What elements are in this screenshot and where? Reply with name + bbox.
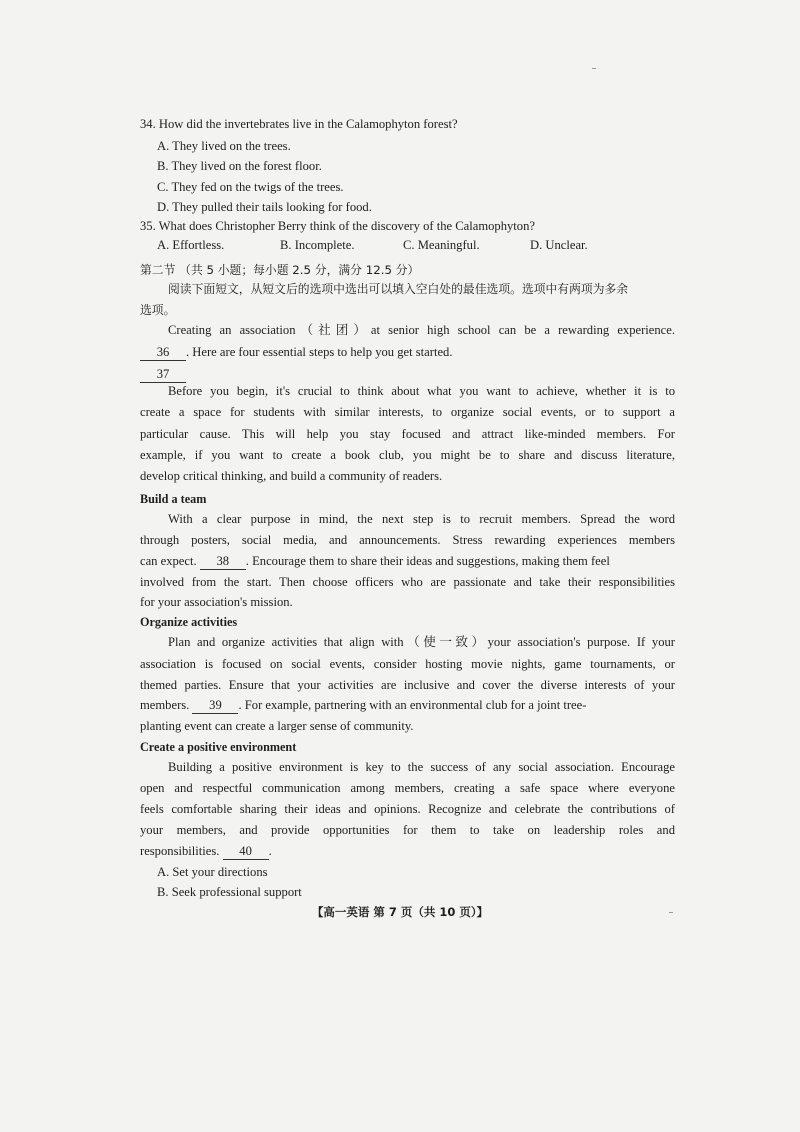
- p4-line-blank: [140, 843, 675, 860]
- section2-header: 第二节 （共 5 小题；每小题 2.5 分，满分 12.5 分）: [140, 263, 420, 277]
- p4-pre-40: responsibilities.: [140, 844, 220, 858]
- p1-line: Before you begin, it's crucial to think about what you want to achieve, whether it is to: [168, 384, 675, 398]
- q34-option-c: C. They fed on the twigs of the trees.: [157, 180, 344, 194]
- p3-line-blank: [140, 697, 675, 714]
- p2-line: involved from the start. Then choose officers who are passionate and take their responsibilities: [140, 575, 675, 589]
- scan-speck: [669, 912, 673, 913]
- blank-37[interactable]: 37: [140, 366, 186, 383]
- answer-option-a: A. Set your directions: [157, 865, 268, 879]
- p2-line: With a clear purpose in mind, the next step is to recruit members. Spread the word: [168, 512, 675, 526]
- blank-36[interactable]: 36: [140, 344, 186, 361]
- q35-option-d: D. Unclear.: [530, 238, 588, 252]
- heading-organize-activities: Organize activities: [140, 615, 238, 629]
- q35-option-a: A. Effortless.: [157, 238, 225, 252]
- p4-line: open and respectful communication among members, creating a safe space where everyone: [140, 781, 675, 795]
- p2-line-blank: [140, 553, 675, 570]
- blank-39[interactable]: 39: [192, 697, 238, 714]
- q35-stem: 35. What does Christopher Berry think of the discovery of the Calamophyton?: [140, 219, 535, 233]
- p3-line: association is focused on social events, consider hosting movie nights, game tournaments, or: [140, 657, 675, 671]
- p4-post-40: .: [268, 844, 272, 858]
- q34-option-b: B. They lived on the forest floor.: [157, 159, 322, 173]
- p3-pre-39: members.: [140, 698, 190, 712]
- p3-line: themed parties. Ensure that your activities are inclusive and cover the diverse interests of your: [140, 678, 675, 692]
- p1-line: example, if you want to create a book club, you might be to share and discuss literature,: [140, 448, 675, 462]
- page-footer: 【高一英语 第 7 页（共 10 页）】: [311, 905, 489, 919]
- intro-line-2: [140, 344, 675, 361]
- p3-post-39: . For example, partnering with an environmental club for a joint tree-: [238, 698, 587, 712]
- p4-line: feels comfortable sharing their ideas and opinions. Recognize and celebrate the contributions of: [140, 802, 675, 816]
- p1-line: particular cause. This will help you stay focused and attract like-minded members. For: [140, 427, 675, 441]
- p2-line: through posters, social media, and announcements. Stress rewarding experiences members: [140, 533, 675, 547]
- intro-line-2-text: . Here are four essential steps to help you get started.: [186, 345, 453, 359]
- heading-create-positive-environment: Create a positive environment: [140, 740, 297, 754]
- blank-40[interactable]: 40: [223, 843, 269, 860]
- p2-line: for your association's mission.: [140, 595, 293, 609]
- section2-instruction-2: 选项。: [140, 303, 176, 317]
- q34-option-d: D. They pulled their tails looking for food.: [157, 200, 372, 214]
- scan-speck: [592, 68, 596, 69]
- heading-build-a-team: Build a team: [140, 492, 207, 506]
- section2-instruction-1: 阅读下面短文，从短文后的选项中选出可以填入空白处的最佳选项。选项中有两项为多余: [168, 282, 629, 296]
- p4-line: your members, and provide opportunities for them to take on leadership roles and: [140, 823, 675, 837]
- p2-pre-38: can expect.: [140, 554, 197, 568]
- blank-38[interactable]: 38: [200, 553, 246, 570]
- answer-option-b: B. Seek professional support: [157, 885, 302, 899]
- p4-line: Building a positive environment is key to the success of any social association. Encourage: [168, 760, 675, 774]
- p3-line: Plan and organize activities that align with（使一致）your association's purpose. If your: [168, 635, 675, 649]
- p3-line: planting event can create a larger sense of community.: [140, 719, 414, 733]
- q34-option-a: A. They lived on the trees.: [157, 139, 291, 153]
- intro-line-1: Creating an association（社团）at senior high school can be a rewarding experience.: [168, 323, 675, 337]
- q35-option-b: B. Incomplete.: [280, 238, 355, 252]
- p2-post-38: . Encourage them to share their ideas and suggestions, making them feel: [245, 554, 610, 568]
- q34-stem: 34. How did the invertebrates live in the Calamophyton forest?: [140, 117, 458, 131]
- q35-option-c: C. Meaningful.: [403, 238, 480, 252]
- p1-line: develop critical thinking, and build a community of readers.: [140, 469, 443, 483]
- p1-line: create a space for students with similar interests, to organize social events, or to support a: [140, 405, 675, 419]
- blank-37-line: [140, 366, 675, 383]
